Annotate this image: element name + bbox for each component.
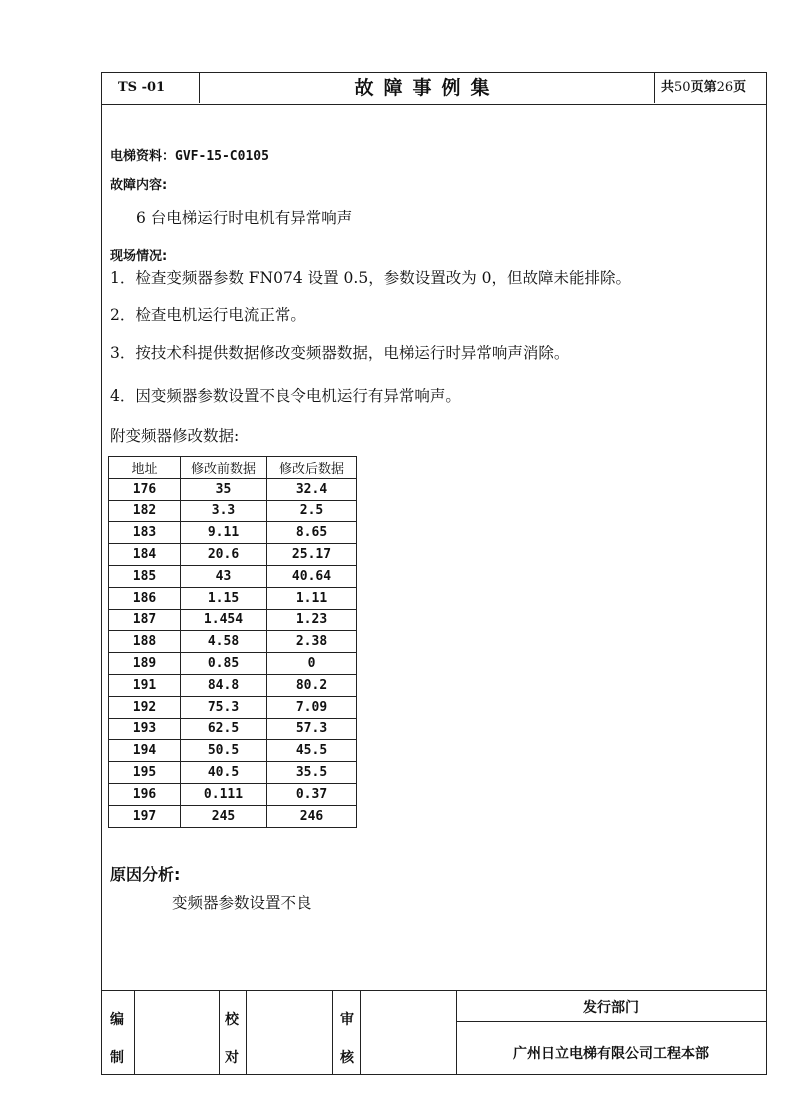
cell-after: 45.5 — [267, 740, 357, 762]
checked-by-label-1: 校 — [225, 1012, 239, 1028]
fault-label: 故障内容: — [110, 178, 168, 193]
cell-address: 193 — [109, 718, 181, 740]
table-header-row — [109, 457, 357, 479]
elevator-info-value: GVF-15-C0105 — [175, 149, 269, 164]
site-item-1: 1．检查变频器参数 FN074 设置 0.5，参数设置改为 0，但故障未能排除。 — [110, 269, 631, 287]
prepared-by-label-1: 编 — [110, 1012, 124, 1028]
modification-table — [108, 456, 357, 828]
issuing-dept-label: 发行部门 — [583, 1000, 639, 1016]
elevator-info-label: 电梯资料： — [110, 149, 176, 164]
table-row — [109, 762, 357, 784]
cell-after: 2.5 — [267, 500, 357, 522]
cell-after: 0.37 — [267, 783, 357, 805]
cell-after: 0 — [267, 653, 357, 675]
cell-after: 25.17 — [267, 544, 357, 566]
cell-before: 62.5 — [181, 718, 267, 740]
table-row — [109, 696, 357, 718]
site-item-4: 4．因变频器参数设置不良令电机运行有异常响声。 — [110, 387, 461, 405]
table-row — [109, 544, 357, 566]
cell-address: 197 — [109, 805, 181, 827]
cell-before: 9.11 — [181, 522, 267, 544]
total-pages: 50 — [674, 80, 691, 95]
table-row — [109, 631, 357, 653]
table-row — [109, 500, 357, 522]
cell-address: 187 — [109, 609, 181, 631]
cell-address: 194 — [109, 740, 181, 762]
cell-before: 1.15 — [181, 587, 267, 609]
table-row — [109, 805, 357, 827]
table-row — [109, 653, 357, 675]
cell-before: 35 — [181, 478, 267, 500]
cell-before: 50.5 — [181, 740, 267, 762]
table-row — [109, 783, 357, 805]
cell-after: 8.65 — [267, 522, 357, 544]
page-mid: 页第 — [690, 80, 717, 95]
document-frame — [101, 72, 767, 1075]
table-row — [109, 478, 357, 500]
cell-address: 195 — [109, 762, 181, 784]
cell-address: 189 — [109, 653, 181, 675]
prepared-by-label-2: 制 — [110, 1050, 124, 1066]
cell-address: 176 — [109, 478, 181, 500]
cell-before: 245 — [181, 805, 267, 827]
table-row — [109, 609, 357, 631]
cell-address: 184 — [109, 544, 181, 566]
cell-after: 40.64 — [267, 565, 357, 587]
checked-by-label-2: 对 — [225, 1050, 239, 1066]
issuing-dept-name: 广州日立电梯有限公司工程本部 — [513, 1046, 709, 1062]
footer-divider — [134, 991, 135, 1074]
approved-by-label-2: 核 — [340, 1050, 354, 1066]
cell-after: 1.11 — [267, 587, 357, 609]
cell-address: 185 — [109, 565, 181, 587]
table-row — [109, 740, 357, 762]
cell-after: 57.3 — [267, 718, 357, 740]
cell-address: 182 — [109, 500, 181, 522]
column-header-after: 修改后数据 — [267, 457, 357, 479]
cell-after: 1.23 — [267, 609, 357, 631]
cell-address: 192 — [109, 696, 181, 718]
elevator-info — [110, 145, 269, 164]
table-row — [109, 718, 357, 740]
cell-after: 246 — [267, 805, 357, 827]
table-row — [109, 587, 357, 609]
cell-after: 7.09 — [267, 696, 357, 718]
cell-address: 188 — [109, 631, 181, 653]
site-label: 现场情况: — [110, 249, 168, 264]
footer-divider — [360, 991, 361, 1074]
cell-after: 32.4 — [267, 478, 357, 500]
cell-before: 75.3 — [181, 696, 267, 718]
cell-address: 196 — [109, 783, 181, 805]
cell-before: 40.5 — [181, 762, 267, 784]
cell-before: 84.8 — [181, 674, 267, 696]
cause-label: 原因分析: — [110, 865, 181, 884]
footer-divider — [456, 1021, 766, 1022]
page-suffix: 页 — [733, 80, 747, 95]
cause-text: 变频器参数设置不良 — [172, 894, 312, 912]
document-header — [102, 73, 766, 105]
page-number: 26 — [716, 80, 734, 95]
cell-before: 0.85 — [181, 653, 267, 675]
cell-before: 43 — [181, 565, 267, 587]
cell-after: 2.38 — [267, 631, 357, 653]
cell-address: 186 — [109, 587, 181, 609]
page-prefix: 共 — [661, 80, 675, 95]
cell-address: 191 — [109, 674, 181, 696]
cell-before: 3.3 — [181, 500, 267, 522]
column-header-address: 地址 — [109, 457, 181, 479]
document-title: 故障事例集 — [354, 77, 500, 99]
table-caption: 附变频器修改数据: — [110, 427, 240, 445]
cell-before: 4.58 — [181, 631, 267, 653]
footer-divider — [332, 991, 333, 1074]
cell-before: 20.6 — [181, 544, 267, 566]
site-item-2: 2．检查电机运行电流正常。 — [110, 306, 306, 324]
signoff-footer — [102, 990, 766, 1074]
footer-divider — [246, 991, 247, 1074]
approved-by-label-1: 审 — [340, 1012, 354, 1028]
column-header-before: 修改前数据 — [181, 457, 267, 479]
cell-address: 183 — [109, 522, 181, 544]
table-row — [109, 565, 357, 587]
site-item-3: 3．按技术科提供数据修改变频器数据，电梯运行时异常响声消除。 — [110, 344, 570, 362]
cell-after: 35.5 — [267, 762, 357, 784]
table-row — [109, 522, 357, 544]
cell-after: 80.2 — [267, 674, 357, 696]
page-indicator — [654, 73, 766, 103]
fault-text: 6 台电梯运行时电机有异常响声 — [136, 209, 353, 227]
document-code: TS -01 — [102, 73, 200, 103]
cell-before: 0.111 — [181, 783, 267, 805]
table-row — [109, 674, 357, 696]
cell-before: 1.454 — [181, 609, 267, 631]
footer-divider — [219, 991, 220, 1074]
